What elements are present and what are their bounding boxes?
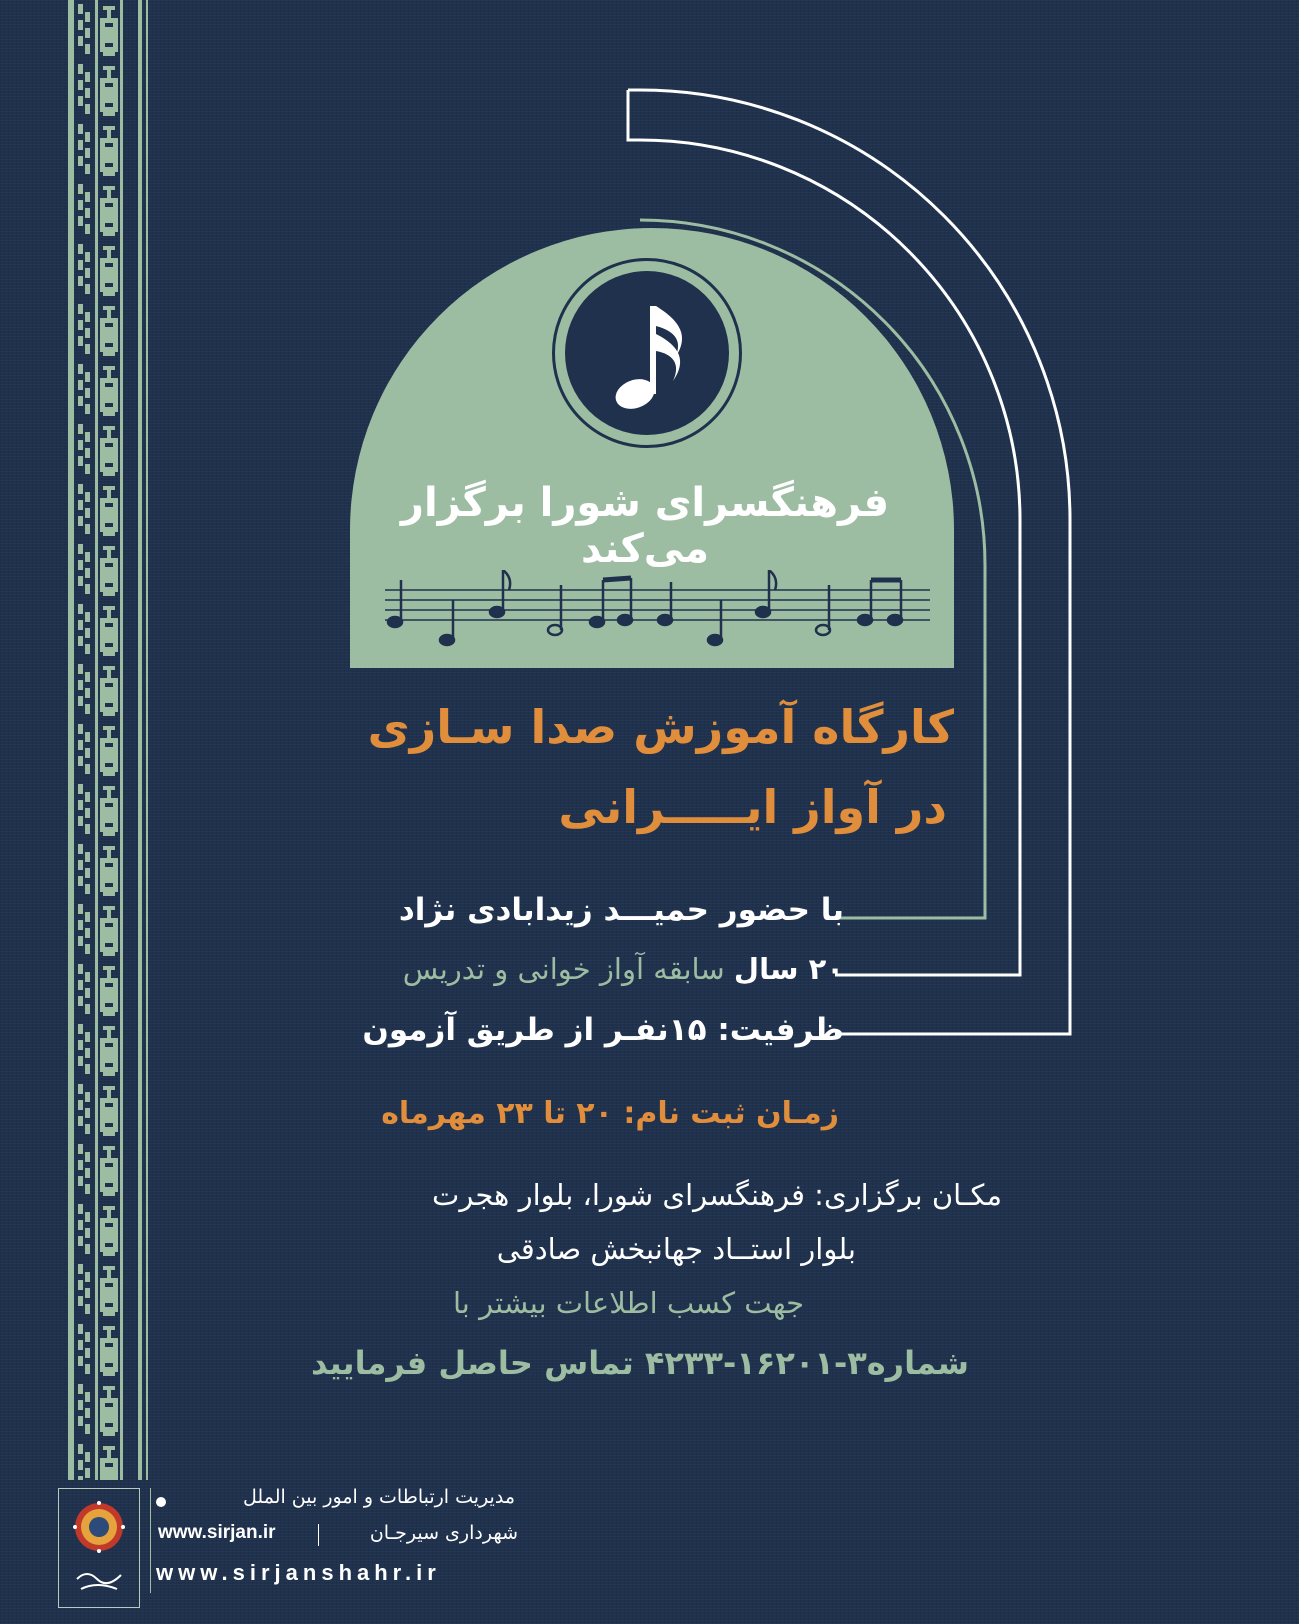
capacity-text: ظرفیت: ۱۵نفـر از طریق آزمون	[362, 1012, 844, 1048]
footer-divider	[150, 1488, 151, 1593]
footer-row	[158, 1522, 518, 1552]
footer-department: مدیریت ارتباطات و امور بین الملل	[243, 1486, 515, 1508]
footer-bullet	[156, 1497, 166, 1507]
workshop-title-line1: کارگاه آموزش صدا سـازی	[367, 700, 954, 754]
footer-municipality: شهرداری سیرجـان	[369, 1522, 518, 1544]
sirjan-municipality-logo	[58, 1488, 140, 1608]
note-badge-inner	[565, 271, 729, 435]
presenter-text: با حضور حمیـــد زیدابادی نژاد	[398, 892, 844, 928]
organizer-text: فرهنگسرای شورا برگزار می‌کند	[400, 480, 890, 572]
experience-years: ۲۰ سال	[733, 952, 844, 986]
info-line: جهت کسب اطلاعات بیشتر با	[452, 1286, 804, 1320]
logo-emblem-icon	[59, 1489, 139, 1607]
decorative-border-pattern	[60, 0, 155, 1480]
footer-website-long[interactable]: www.sirjanshahr.ir	[156, 1560, 441, 1585]
experience-description: سابقه آواز خوانی و تدریس	[402, 952, 725, 986]
registration-dates: زمـان ثبت نام: ۲۰ تا ۲۳ مهرماه	[381, 1096, 839, 1131]
music-note-icon	[605, 296, 695, 416]
venue-line1: مکـان برگزاری: فرهنگسرای شورا، بلوار هجرت	[432, 1178, 1002, 1212]
experience-text	[403, 952, 844, 986]
music-staff-icon	[385, 570, 930, 660]
phone-line: شماره۳-۱۶۲۰۱-۴۲۳۳ تماس حاصل فرمایید	[311, 1344, 969, 1382]
workshop-title-line2: در آواز ایـــــرانی	[558, 780, 947, 834]
footer-separator	[318, 1524, 319, 1546]
footer-website-short[interactable]: www.sirjan.ir	[158, 1522, 276, 1543]
venue-line2: بلوار استــاد جهانبخش صادقی	[496, 1232, 856, 1266]
note-badge	[552, 258, 742, 448]
